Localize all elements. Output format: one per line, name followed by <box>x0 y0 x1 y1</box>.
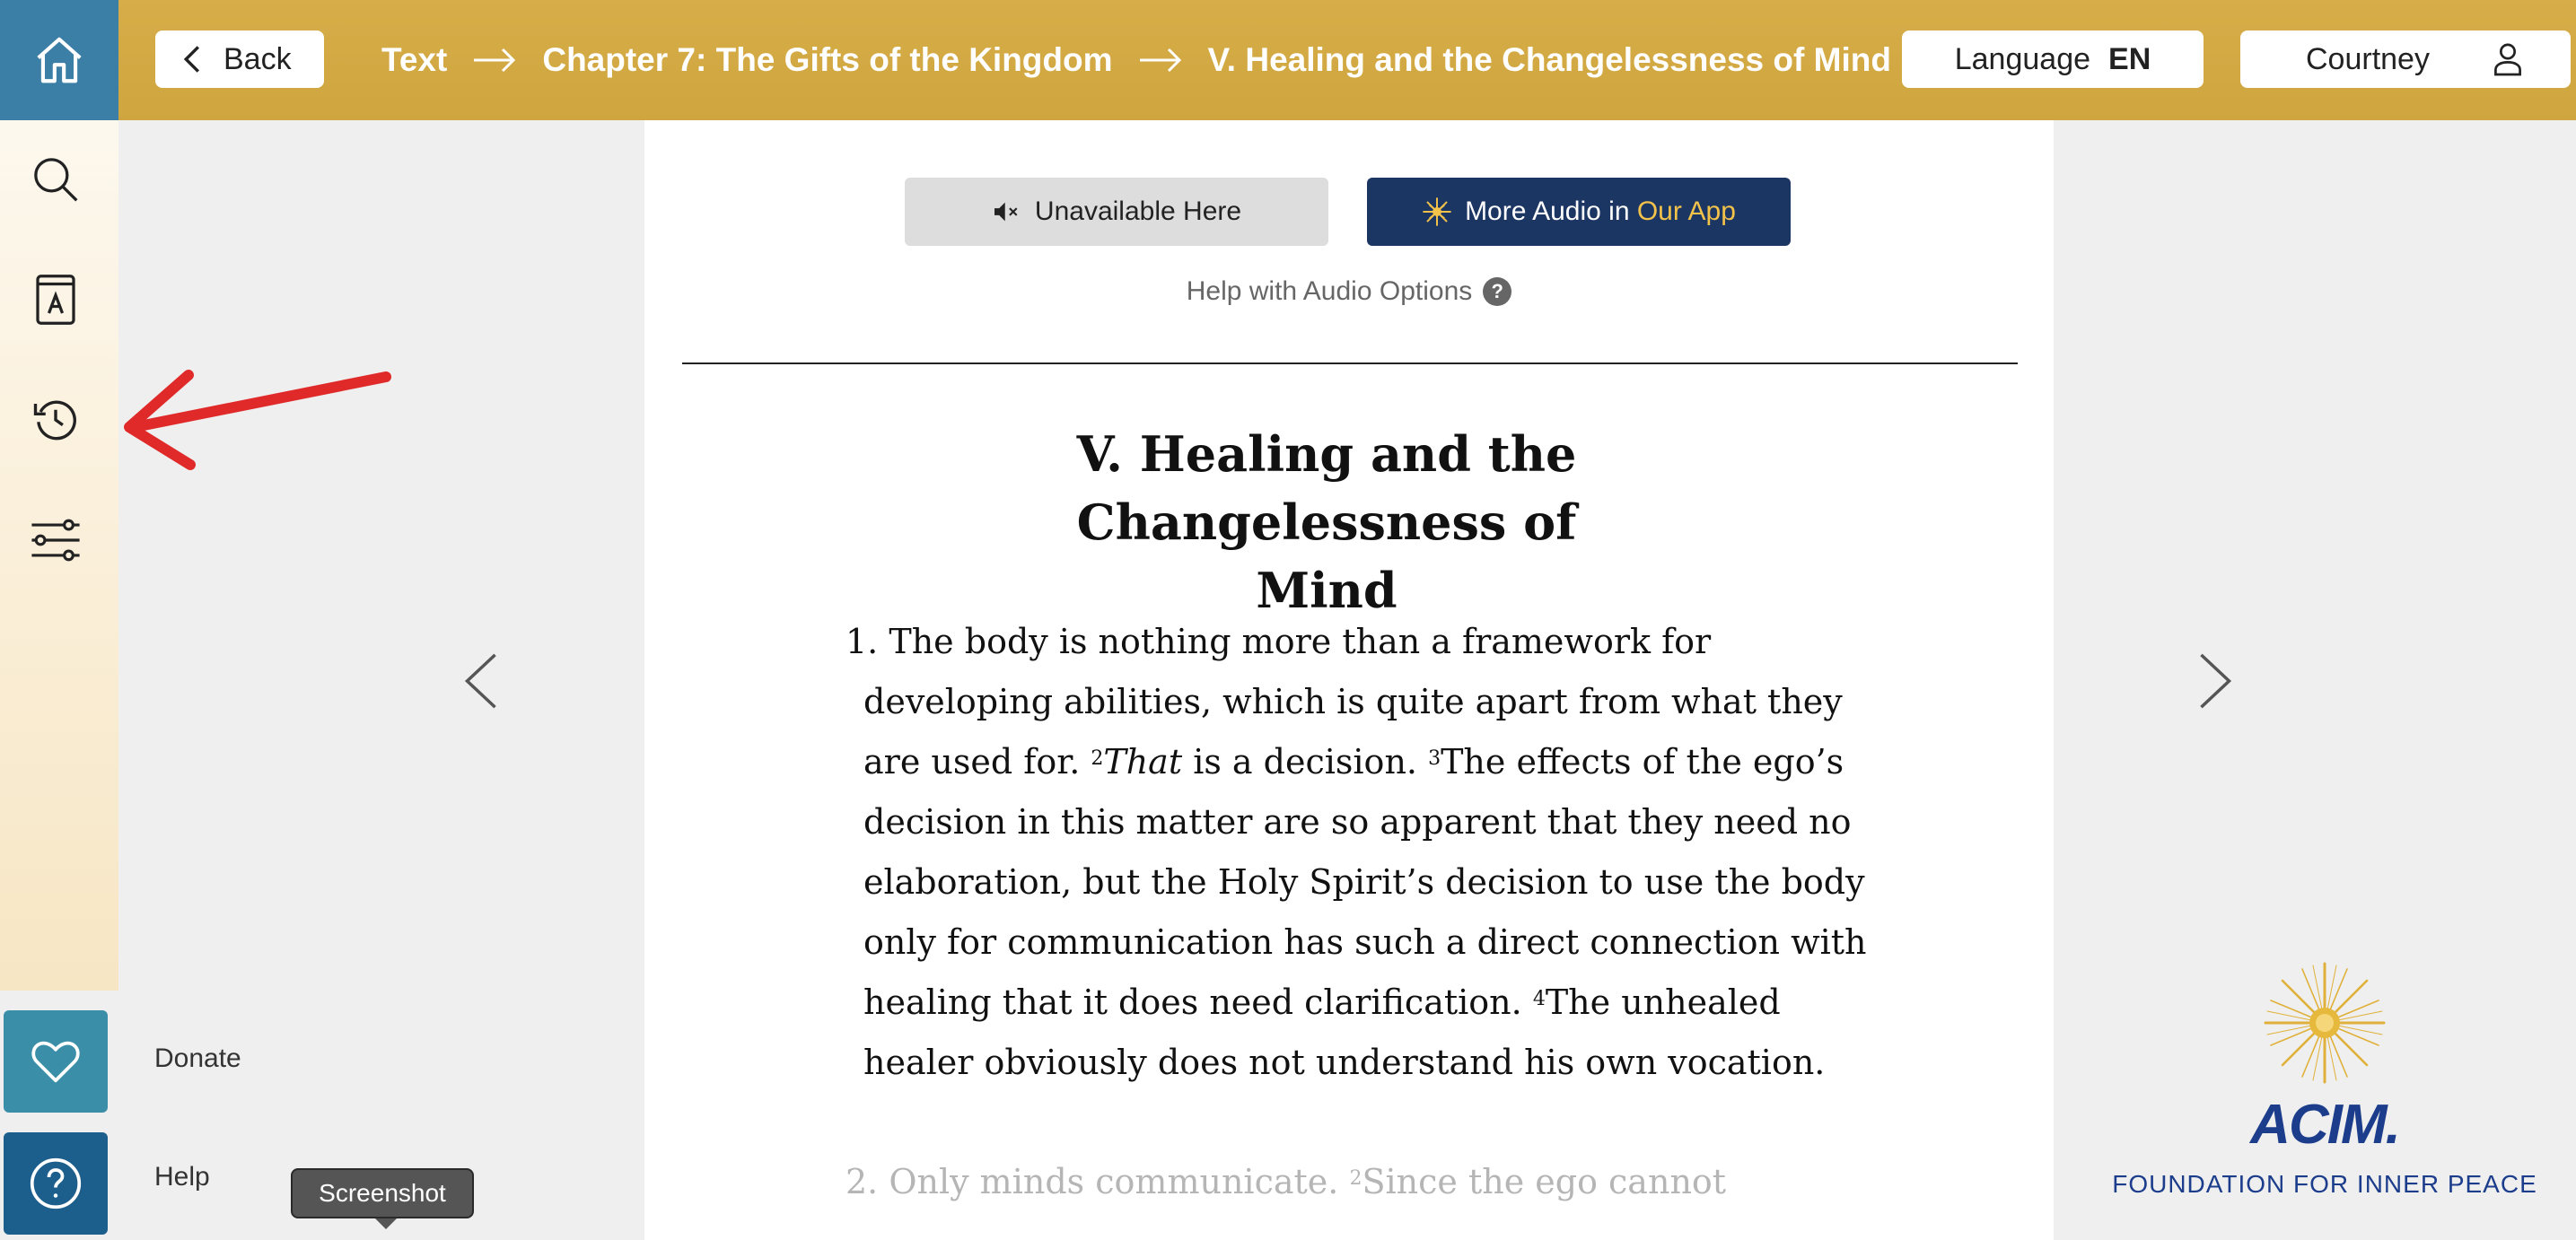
breadcrumb-section: V. Healing and the Changelessness of Mind <box>1207 41 1891 78</box>
paragraph-line: healing that it does need clarification. $^4$The unhealed <box>863 982 1781 1022</box>
reading-panel <box>644 120 2054 1240</box>
donate-button[interactable] <box>4 1010 108 1113</box>
audio-help-label: Help with Audio Options <box>1186 276 1473 306</box>
screenshot-tooltip: Screenshot <box>291 1168 474 1218</box>
paragraph-line: are used for. $^2$That is a decision. $^3$The effects of the ego’s <box>863 742 1844 782</box>
chevron-left-icon <box>182 44 202 74</box>
sunburst-logo-icon <box>2262 960 2388 1086</box>
arrow-right-icon <box>472 47 517 74</box>
paragraph-line: decision in this matter are so apparent that they need no <box>863 802 1852 842</box>
section-title-line: V. Healing and the Changelessness of <box>1076 425 1577 551</box>
paragraph-line: 2. Only minds communicate. $^2$Since the ego cannot <box>846 1162 1727 1201</box>
paragraph-line: only for communication has such a direct connection with <box>863 922 1867 962</box>
audio-help-link[interactable] <box>644 276 2054 307</box>
history-button[interactable] <box>27 391 84 449</box>
previous-page-button[interactable] <box>463 651 499 711</box>
home-button[interactable] <box>0 0 118 120</box>
search-icon <box>31 154 81 205</box>
top-bar <box>118 0 2576 120</box>
history-icon <box>31 396 80 444</box>
language-label: Language <box>1954 41 2091 76</box>
paragraph-line: developing abilities, which is quite apart from what they <box>863 682 1843 721</box>
our-app-link[interactable]: Our App <box>1636 196 1736 226</box>
verse-number: 3 <box>1428 747 1441 770</box>
settings-button[interactable] <box>27 511 84 569</box>
donate-label[interactable]: Donate <box>154 1044 241 1073</box>
user-icon <box>2493 42 2523 76</box>
language-button[interactable] <box>1902 31 2204 88</box>
breadcrumb-text[interactable]: Text <box>381 41 448 78</box>
user-name: Courtney <box>2306 41 2430 76</box>
audio-unavailable-label: Unavailable Here <box>1034 196 1242 226</box>
book-icon <box>33 273 78 327</box>
user-menu-button[interactable] <box>2240 31 2571 88</box>
paragraph-line: 1. The body is nothing more than a framework for <box>846 622 1712 661</box>
speaker-muted-icon <box>992 200 1021 223</box>
paragraph-faded <box>846 1152 1851 1212</box>
language-value: EN <box>2108 41 2151 76</box>
help-label[interactable]: Help <box>154 1162 210 1192</box>
more-audio-button[interactable] <box>1367 178 1791 246</box>
audio-unavailable-button[interactable] <box>905 178 1328 246</box>
help-icon <box>29 1157 83 1210</box>
verse-number: 2 <box>1349 1167 1362 1190</box>
search-button[interactable] <box>27 151 84 208</box>
verse-number: 4 <box>1532 988 1546 1010</box>
paragraph <box>846 612 1867 1093</box>
annotation-arrow <box>118 359 397 476</box>
back-button[interactable] <box>155 31 324 88</box>
paragraph-number: 1. <box>846 622 879 661</box>
help-button[interactable] <box>4 1132 108 1235</box>
contents-button[interactable] <box>27 271 84 328</box>
paragraph-number: 2. <box>846 1162 879 1201</box>
back-label: Back <box>223 41 292 76</box>
logo-wordmark: ACIM. <box>2250 1094 2399 1156</box>
breadcrumb-chapter[interactable]: Chapter 7: The Gifts of the Kingdom <box>542 41 1113 78</box>
logo-subtitle: FOUNDATION FOR INNER PEACE <box>2112 1170 2537 1198</box>
settings-sliders-icon <box>30 514 82 566</box>
next-page-button[interactable] <box>2197 651 2233 711</box>
divider <box>682 362 2018 364</box>
section-title-line: Mind <box>1256 562 1398 619</box>
arrow-right-icon <box>1138 47 1183 74</box>
home-icon <box>31 32 87 88</box>
question-icon: ? <box>1483 277 1511 306</box>
section-title <box>878 420 1775 624</box>
paragraph-line: healer obviously does not understand his own vocation. <box>863 1043 1826 1082</box>
verse-number: 2 <box>1091 747 1104 770</box>
paragraph-line: elaboration, but the Holy Spirit’s decision to use the body <box>863 862 1865 902</box>
acim-logo <box>2100 960 2549 1211</box>
sunburst-icon <box>1422 196 1452 227</box>
heart-icon <box>30 1038 82 1085</box>
left-sidebar <box>0 120 118 991</box>
more-audio-label: More Audio in Our App <box>1465 196 1736 226</box>
breadcrumb <box>381 0 1891 120</box>
